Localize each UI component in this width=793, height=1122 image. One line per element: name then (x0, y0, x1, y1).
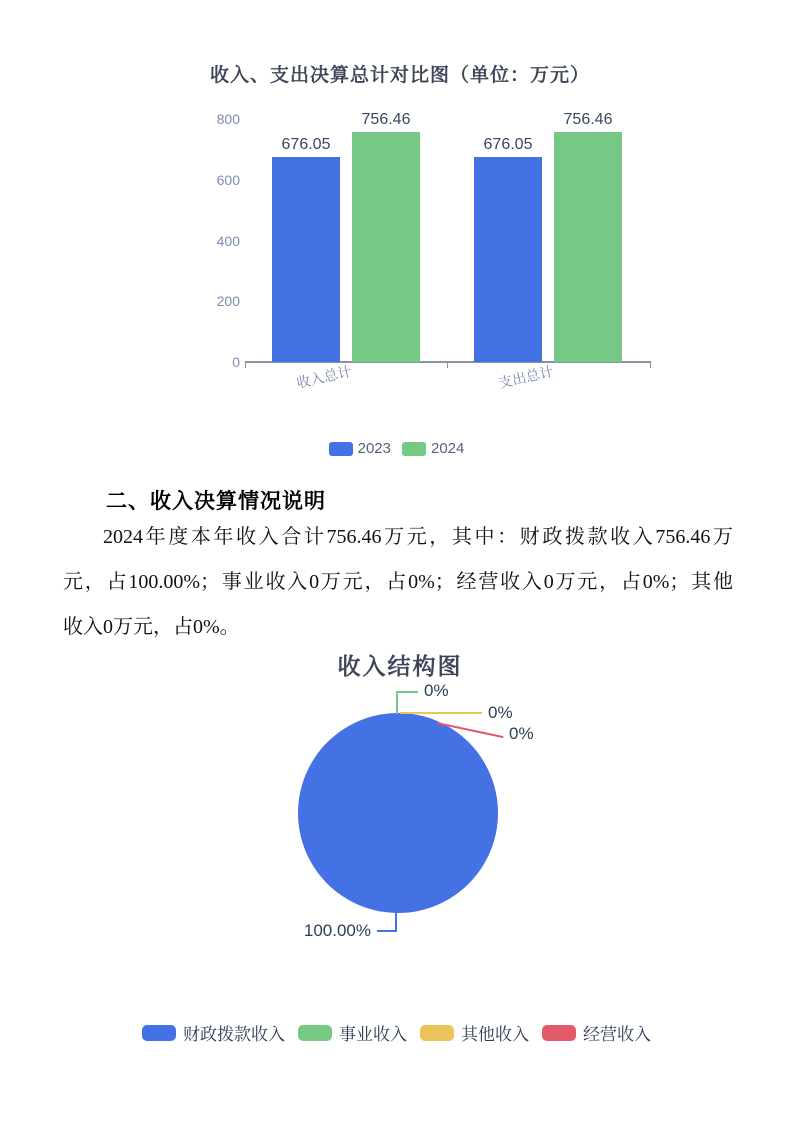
pie-legend-item (298, 1020, 407, 1045)
bar-value-label: 676.05 (483, 136, 533, 153)
pie-legend-item (542, 1020, 651, 1045)
x-axis-tick-mark (447, 363, 448, 368)
pie-label-shiye: 0% (424, 681, 449, 700)
pie-legend-swatch (542, 1025, 576, 1041)
pie-leader-line-caizheng (395, 912, 397, 932)
bar-chart-title: 收入、支出决算总计对比图（单位：万元） (209, 65, 590, 86)
pie-label-qita: 0% (488, 703, 513, 722)
legend-item-2024 (402, 440, 464, 457)
pie-leader-line-shiye (396, 691, 418, 693)
x-axis-tick-mark (650, 363, 651, 368)
pie-legend-swatch (142, 1025, 176, 1041)
paragraph-line: 元，占100.00%；事业收入0万元，占0%；经营收入0万元，占0%；其他 (63, 571, 733, 593)
pie-legend-label: 事业收入 (339, 1025, 407, 1044)
x-axis-category-label: 支出总计 (496, 362, 556, 392)
pie-leader-line-caizheng (377, 930, 397, 932)
bar-2024-1 (352, 132, 420, 362)
pie-leader-line-shiye (396, 692, 398, 714)
pie-legend-swatch (298, 1025, 332, 1041)
legend-label: 2023 (357, 440, 391, 457)
pie-label-caizheng: 100.00% (303, 921, 371, 940)
pie-chart-title: 收入结构图 (337, 653, 463, 679)
legend-label: 2024 (431, 440, 465, 457)
pie-legend-label: 经营收入 (583, 1025, 651, 1044)
pie-legend-label: 其他收入 (461, 1025, 529, 1044)
paragraph-line: 收入0万元，占0%。 (63, 616, 240, 638)
x-axis-tick-mark (245, 363, 246, 368)
y-axis-tick-label: 0 (232, 354, 240, 370)
pie-legend-item (420, 1020, 529, 1045)
bar-value-label: 756.46 (563, 111, 613, 128)
y-axis-tick-label: 600 (216, 171, 240, 188)
pie-leader-line-qita (400, 712, 482, 714)
pie-legend-item (142, 1020, 285, 1045)
y-axis-tick-label: 800 (216, 111, 240, 127)
pie-chart-legend (0, 1020, 793, 1045)
paragraph-line: 2024年度本年收入合计756.46万元，其中：财政拨款收入756.46万 (103, 526, 733, 548)
pie-legend-label: 财政拨款收入 (183, 1025, 285, 1044)
pie-slice-caizheng (298, 713, 498, 913)
pie-label-jingying: 0% (509, 724, 534, 743)
y-axis-tick-label: 200 (216, 293, 240, 310)
section-heading: 二、收入决算情况说明 (106, 490, 326, 513)
bar-2023-2 (474, 157, 542, 362)
bar-2024-2 (554, 132, 622, 362)
legend-swatch-2023 (329, 442, 353, 456)
bar-2023-1 (272, 157, 340, 362)
bar-value-label: 676.05 (281, 136, 331, 153)
section-paragraph (63, 515, 733, 650)
pie-legend-swatch (420, 1025, 454, 1041)
x-axis-category-label: 收入总计 (294, 362, 354, 392)
legend-item-2023 (329, 440, 391, 457)
y-axis-tick-label: 400 (216, 232, 240, 249)
bar-chart-legend (0, 440, 793, 457)
bar-value-label: 756.46 (361, 111, 411, 128)
legend-swatch-2024 (402, 442, 426, 456)
